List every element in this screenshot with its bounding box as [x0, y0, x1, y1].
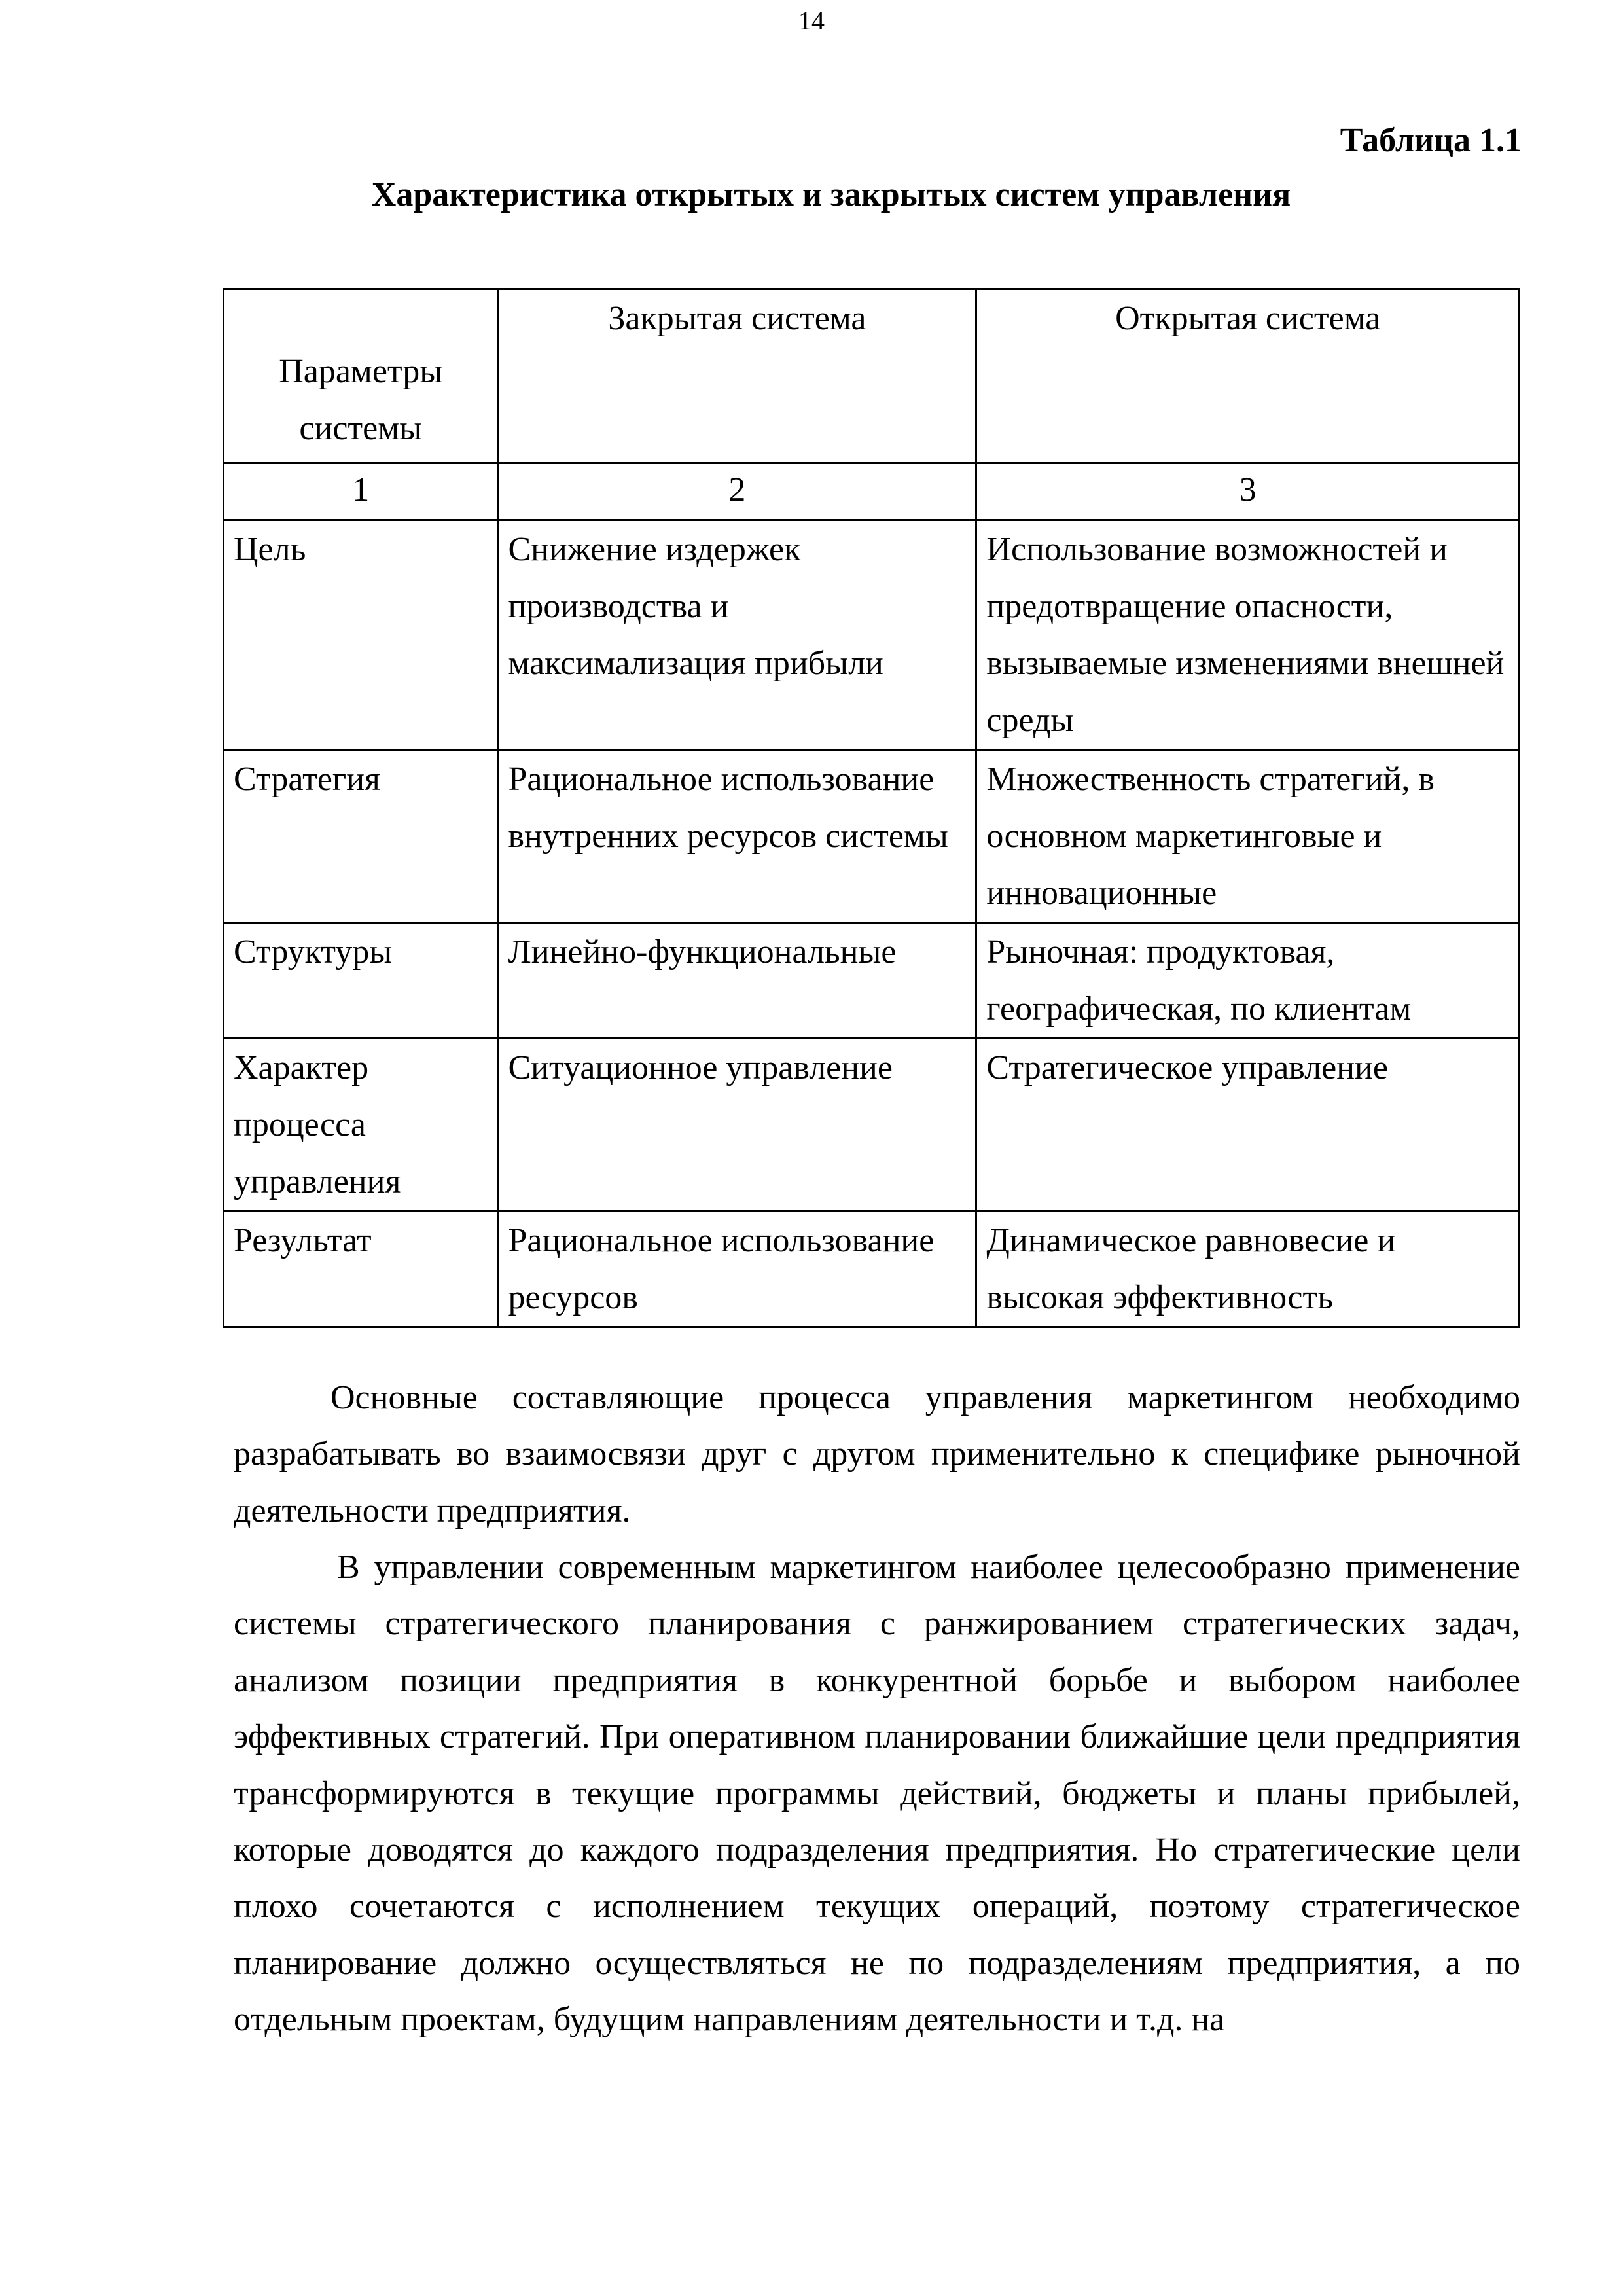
row-closed: Снижение издержек производства и максимализация прибыли	[498, 520, 976, 750]
column-number-row	[224, 463, 1520, 520]
table-header-row	[224, 289, 1520, 463]
systems-comparison-table	[223, 288, 1520, 1328]
row-open: Динамическое равновесие и высокая эффективность	[976, 1211, 1520, 1327]
body-paragraph: В управлении современным маркетингом наиболее целесообразно применение системы стратегического планирования с ранжированием стратегических задач, анализом позиции предприятия в конкурентной борьбе и выбором наиболее эффективных стратегий. При оперативном планировании ближайшие цели предприятия трансформируются в текущие программы действий, бюджеты и планы прибылей, которые доводятся до каждого подразделения предприятия. Но стратегические цели плохо сочетаются с исполнением текущих операций, поэтому стратегическое планирование должно осуществляться не по подразделениям предприятия, а по отдельным проектам, будущим направлениям деятельности и т.д. на	[234, 1549, 1520, 2039]
page-number: 14	[798, 6, 825, 35]
body-paragraph: Основные составляющие процесса управления маркетингом необходимо разрабатывать во взаимосвязи друг с другом применительно к специфике рыночной деятельности предприятия.	[234, 1379, 1520, 1530]
row-closed: Ситуационное управление	[498, 1039, 976, 1211]
table-row	[224, 1039, 1520, 1211]
row-open: Стратегическое управление	[976, 1039, 1520, 1211]
table-row	[224, 923, 1520, 1039]
table-row	[224, 520, 1520, 750]
column-number: 1	[224, 463, 498, 520]
table-row	[224, 1211, 1520, 1327]
header-closed-system: Закрытая система	[498, 289, 976, 463]
row-param: Результат	[224, 1211, 498, 1327]
header-param: Параметры системы	[224, 289, 498, 463]
row-param: Стратегия	[224, 750, 498, 923]
table-label: Таблица 1.1	[1340, 122, 1522, 159]
column-number: 2	[498, 463, 976, 520]
row-param: Структуры	[224, 923, 498, 1039]
row-param: Характер процесса управления	[224, 1039, 498, 1211]
row-open: Множественность стратегий, в основном маркетинговые и инновационные	[976, 750, 1520, 923]
table-caption: Характеристика открытых и закрытых систем управления	[371, 176, 1291, 213]
row-open: Использование возможностей и предотвращение опасности, вызываемые изменениями внешней среды	[976, 520, 1520, 750]
table-row	[224, 750, 1520, 923]
column-number: 3	[976, 463, 1520, 520]
row-open: Рыночная: продуктовая, географическая, по клиентам	[976, 923, 1520, 1039]
row-param: Цель	[224, 520, 498, 750]
row-closed: Рациональное использование внутренних ресурсов системы	[498, 750, 976, 923]
header-open-system: Открытая система	[976, 289, 1520, 463]
row-closed: Рациональное использование ресурсов	[498, 1211, 976, 1327]
row-closed: Линейно-функциональные	[498, 923, 976, 1039]
